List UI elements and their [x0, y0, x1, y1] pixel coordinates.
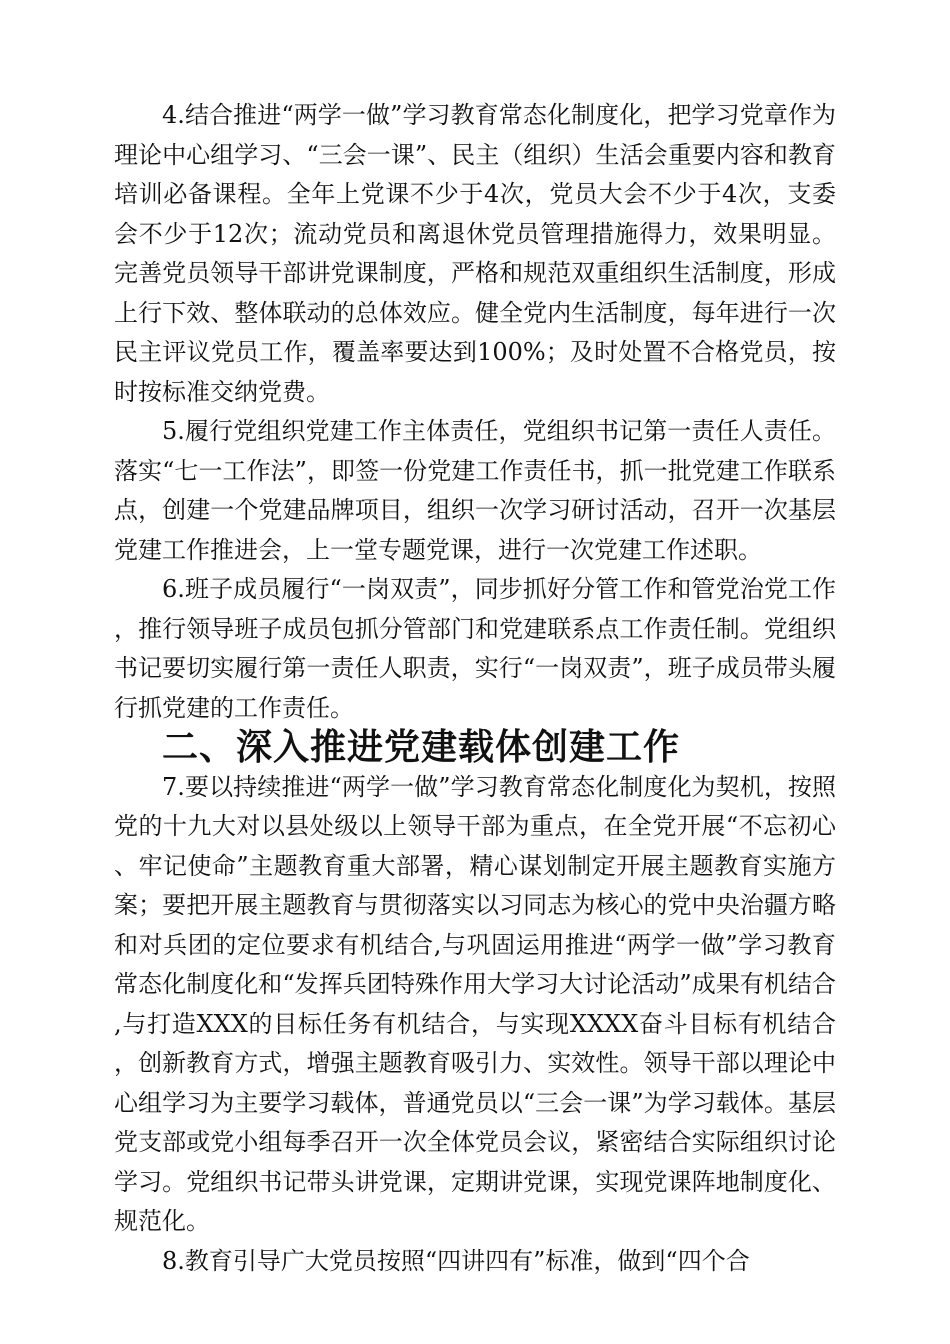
document-page	[114, 96, 836, 1296]
paragraph-item-5: 5.履行党组织党建工作主体责任，党组织书记第一责任人责任。落实“七一工作法”，即签一份党建工作责任书，抓一批党建工作联系点，创建一个党建品牌项目，组织一次学习研讨活动，召开一次基层党建工作推进会，上一堂专题党课，进行一次党建工作述职。	[114, 417, 836, 564]
paragraph-item-4: 4.结合推进“两学一做”学习教育常态化制度化，把学习党章作为理论中心组学习、“三会一课”、民主（组织）生活会重要内容和教育培训必备课程。全年上党课不少于4次，党员大会不少于4次，支委会不少于12次；流动党员和离退休党员管理措施得力，效果明显。完善党员领导干部讲党课制度，严格和规范双重组织生活制度，形成上行下效、整体联动的总体效应。健全党内生活制度，每年进行一次民主评议党员工作，覆盖率要达到100%；及时处置不合格党员，按时按标准交纳党费。	[114, 101, 836, 406]
paragraph-item-6: 6.班子成员履行“一岗双责”，同步抓好分管工作和管党治党工作，推行领导班子成员包抓分管部门和党建联系点工作责任制。党组织书记要切实履行第一责任人职责，实行“一岗双责”，班子成员带头履行抓党建的工作责任。	[114, 575, 836, 722]
paragraph-item-8: 8.教育引导广大党员按照“四讲四有”标准，做到“四个合	[162, 1246, 750, 1275]
paragraph-item-7: 7.要以持续推进“两学一做”学习教育常态化制度化为契机，按照党的十九大对以县处级以上领导干部为重点，在全党开展“不忘初心、牢记使命”主题教育重大部署，精心谋划制定开展主题教育实施方案；要把开展主题教育与贯彻落实以习同志为核心的党中央治疆方略和对兵团的定位要求有机结合,与巩固运用推进“两学一做”学习教育常态化制度化和“发挥兵团特殊作用大学习大讨论活动”成果有机结合,与打造XXX的目标任务有机结合，与实现XXXX奋斗目标有机结合，创新教育方式，增强主题教育吸引力、实效性。领导干部以理论中心组学习为主要学习载体，普通党员以“三会一课”为学习载体。基层党支部或党小组每季召开一次全体党员会议，紧密结合实际组织讨论学习。党组织书记带头讲党课，定期讲党课，实现党课阵地制度化、规范化。	[114, 772, 836, 1235]
section-heading-2: 二、深入推进党建载体创建工作	[162, 727, 681, 768]
